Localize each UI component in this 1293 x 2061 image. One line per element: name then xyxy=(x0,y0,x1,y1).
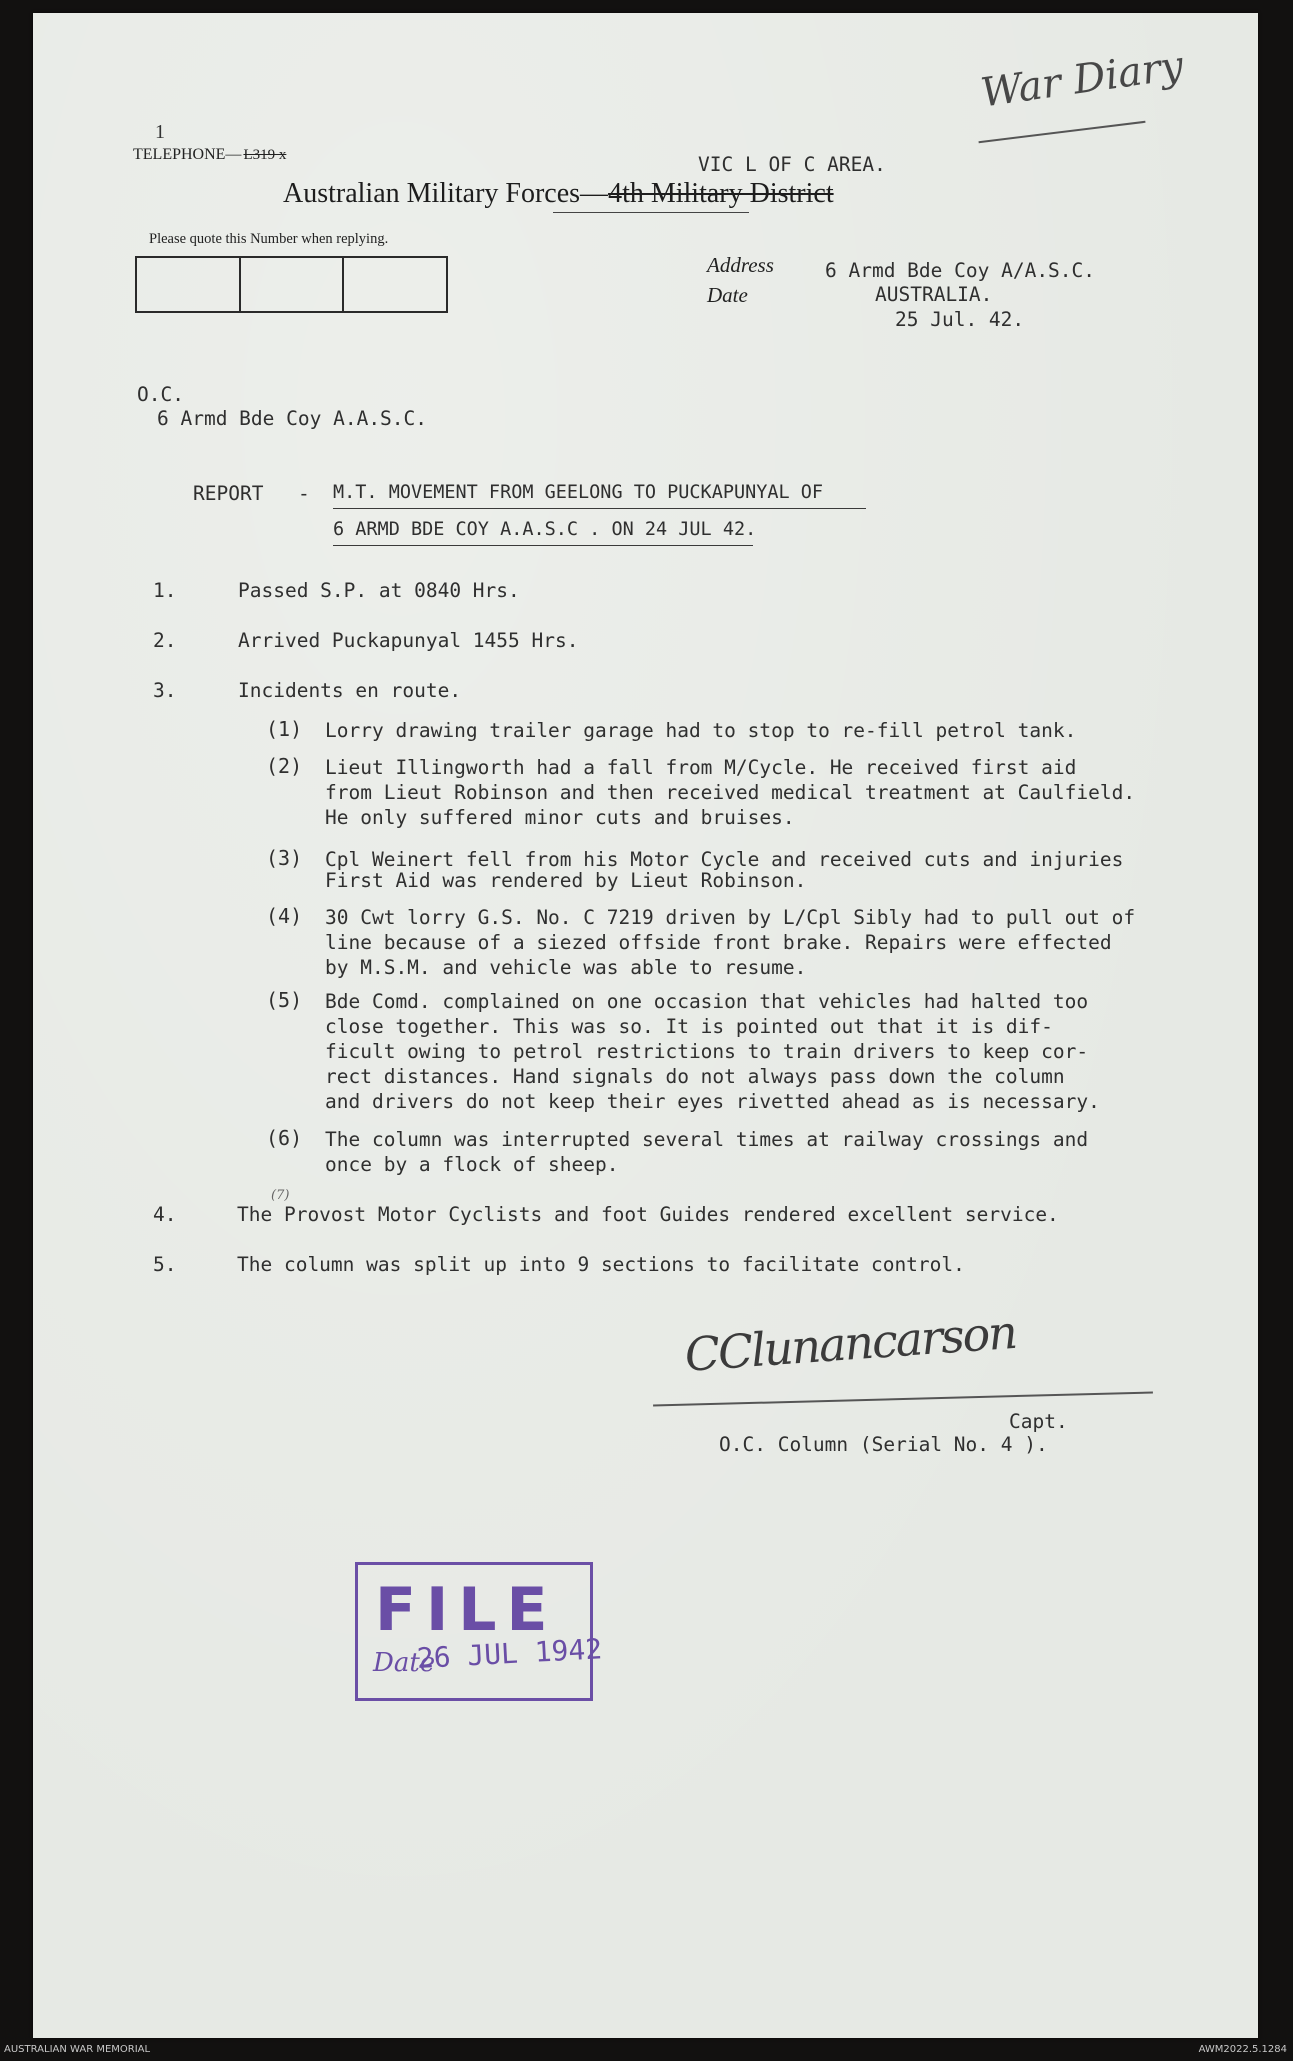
incident-line: once by a flock of sheep. xyxy=(325,1153,619,1176)
incident-line: ficult owing to petrol restrictions to train drivers to keep cor- xyxy=(325,1040,1089,1063)
incident-line: from Lieut Robinson and then received medical treatment at Caulfield. xyxy=(325,781,1136,804)
item-text: Arrived Puckapunyal 1455 Hrs. xyxy=(238,629,579,652)
small-handwritten-mark: (7) xyxy=(271,1188,290,1203)
recipient-line-2: 6 Armd Bde Coy A.A.S.C. xyxy=(157,407,428,430)
date-value: 25 Jul. 42. xyxy=(895,308,1025,331)
incident-marker: (3) xyxy=(266,846,303,870)
signature: CClunancarson xyxy=(683,1304,1018,1382)
item-number: 2. xyxy=(153,629,177,652)
incident-line: close together. This was so. It is pointed out that it is dif- xyxy=(325,1015,1053,1038)
report-subject-line-2: 6 ARMD BDE COY A.A.S.C . ON 24 JUL 42. xyxy=(333,519,757,540)
incident-marker: (4) xyxy=(266,904,303,928)
incident-line: and drivers do not keep their eyes rivetted ahead as is necessary. xyxy=(325,1090,1100,1113)
incident-marker: (6) xyxy=(266,1126,303,1150)
item-number: 1. xyxy=(153,579,177,602)
reference-number-boxes xyxy=(135,256,448,313)
signatory-role: O.C. Column (Serial No. 4 ). xyxy=(719,1433,1048,1456)
incident-line: rect distances. Hand signals do not always pass down the column xyxy=(325,1065,1065,1088)
incident-line: Lorry drawing trailer garage had to stop to re-fill petrol tank. xyxy=(325,719,1077,742)
incident-line: Cpl Weinert fell from his Motor Cycle and received cuts and injuries xyxy=(325,848,1124,871)
incident-marker: (2) xyxy=(266,754,303,778)
item-text: The column was split up into 9 sections to facilitate control. xyxy=(237,1253,965,1276)
stamp-file-word: FILE xyxy=(375,1575,558,1645)
telephone-mark: 1 xyxy=(155,121,165,143)
item-text: The Provost Motor Cyclists and foot Guides rendered excellent service. xyxy=(237,1203,1059,1226)
war-diary-annotation: War Diary xyxy=(978,42,1187,117)
report-subject-line-1: M.T. MOVEMENT FROM GEELONG TO PUCKAPUNYAL OF xyxy=(333,482,824,503)
subject-underline-1 xyxy=(333,508,866,509)
item-text: Passed S.P. at 0840 Hrs. xyxy=(238,579,520,602)
letterhead-title xyxy=(283,178,834,210)
address-line-2: AUSTRALIA. xyxy=(875,283,993,306)
item-number: 4. xyxy=(153,1203,177,1226)
reference-box xyxy=(344,258,446,311)
report-dash: - xyxy=(298,482,310,505)
incident-line: Lieut Illingworth had a fall from M/Cycle. He received first aid xyxy=(325,756,1077,779)
recipient-line-1: O.C. xyxy=(137,383,184,406)
incident-line: He only suffered minor cuts and bruises. xyxy=(325,806,795,829)
reference-box xyxy=(241,258,345,311)
item-number: 5. xyxy=(153,1253,177,1276)
letterhead-rule xyxy=(553,212,749,213)
incident-line: 30 Cwt lorry G.S. No. C 7219 driven by L/Cpl Sibly had to pull out of xyxy=(325,906,1136,929)
signatory-rank: Capt. xyxy=(1009,1410,1068,1433)
telephone-struck-number: L319 x xyxy=(243,147,287,163)
date-label: Date xyxy=(707,283,748,307)
incident-line: First Aid was rendered by Lieut Robinson. xyxy=(325,869,807,892)
telephone-label xyxy=(133,146,286,164)
stamp-date-label: Date xyxy=(373,1648,436,1678)
report-label: REPORT xyxy=(193,482,264,505)
signature-line xyxy=(653,1391,1153,1406)
document-page xyxy=(33,13,1258,2038)
address-label: Address xyxy=(707,253,774,277)
incident-marker: (5) xyxy=(266,988,303,1012)
incident-line: The column was interrupted several times at railway crossings and xyxy=(325,1128,1089,1151)
subject-underline-2 xyxy=(333,545,753,546)
area-heading: VIC L OF C AREA. xyxy=(698,153,886,176)
footer-reference: AWM2022.5.1284 xyxy=(1198,2044,1287,2055)
letterhead-forces: Australian Military Forces— xyxy=(283,178,609,209)
item-text: Incidents en route. xyxy=(238,679,462,702)
incident-line: line because of a siezed offside front brake. Repairs were effected xyxy=(325,931,1112,954)
stamp-date: 26 JUL 1942 xyxy=(416,1632,603,1675)
footer-source: AUSTRALIAN WAR MEMORIAL xyxy=(4,2044,151,2055)
quote-number-label: Please quote this Number when replying. xyxy=(149,231,389,247)
reference-box xyxy=(137,258,241,311)
telephone-text: TELEPHONE— xyxy=(133,146,242,163)
address-line-1: 6 Armd Bde Coy A/A.S.C. xyxy=(825,259,1096,282)
letterhead-district-struck: 4th Military District xyxy=(608,178,834,209)
incident-line: Bde Comd. complained on one occasion that vehicles had halted too xyxy=(325,990,1089,1013)
item-number: 3. xyxy=(153,679,177,702)
incident-line: by M.S.M. and vehicle was able to resume. xyxy=(325,956,807,979)
incident-marker: (1) xyxy=(266,717,303,741)
war-diary-underline xyxy=(979,121,1146,143)
